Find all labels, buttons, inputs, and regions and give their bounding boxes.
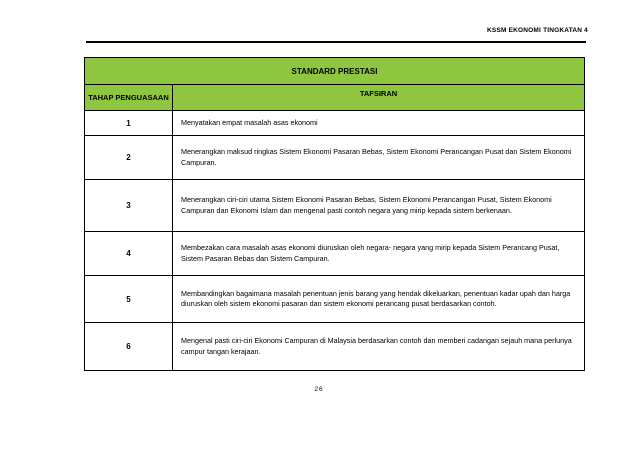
- table-header-row: [85, 85, 585, 111]
- column-header-interpretation: TAFSIRAN: [173, 85, 585, 111]
- document-header-title: KSSM EKONOMI TINGKATAN 4: [487, 27, 588, 34]
- header-divider: [86, 41, 586, 43]
- standard-prestasi-table: [84, 57, 585, 371]
- table-row: [85, 180, 585, 232]
- column-header-level: TAHAP PENGUASAAN: [85, 85, 173, 111]
- description-cell: Mengenal pasti ciri-ciri Ekonomi Campuran di Malaysia berdasarkan contoh dan memberi cadangan sejauh mana perlunya campur tangan kerajaan.: [173, 323, 585, 371]
- table-row: [85, 276, 585, 323]
- table-title-row: [85, 58, 585, 85]
- table-row: [85, 323, 585, 371]
- table-row: [85, 232, 585, 276]
- table-row: [85, 111, 585, 136]
- description-cell: Menerangkan maksud ringkas Sistem Ekonomi Pasaran Bebas, Sistem Ekonomi Perancangan Pusat dan Sistem Ekonomi Campuran.: [173, 136, 585, 180]
- level-cell: 6: [85, 323, 173, 371]
- page-number: 26: [314, 386, 324, 393]
- description-cell: Membandingkan bagaimana masalah penentuan jenis barang yang hendak dikeluarkan, penentuan kadar upah dan harga diuruskan oleh sistem ekonomi pasaran dan sistem ekonomi perancang pusat berdasarkan contoh.: [173, 276, 585, 323]
- level-cell: 3: [85, 180, 173, 232]
- description-cell: Menyatakan empat masalah asas ekonomi: [173, 111, 585, 136]
- table-row: [85, 136, 585, 180]
- level-cell: 2: [85, 136, 173, 180]
- description-cell: Menerangkan ciri-ciri utama Sistem Ekonomi Pasaran Bebas, Sistem Ekonomi Perancangan Pusat, Sistem Ekonomi Campuran dan Ekonomi Islam dan mengenal pasti contoh negara yang mirip kepada sistem berkenaan.: [173, 180, 585, 232]
- description-cell: Membezakan cara masalah asas ekonomi diuruskan oleh negara- negara yang mirip kepada Sistem Perancang Pusat, Sistem Pasaran Bebas dan Sistem Campuran.: [173, 232, 585, 276]
- level-cell: 1: [85, 111, 173, 136]
- level-cell: 5: [85, 276, 173, 323]
- level-cell: 4: [85, 232, 173, 276]
- table-title: STANDARD PRESTASI: [85, 58, 585, 85]
